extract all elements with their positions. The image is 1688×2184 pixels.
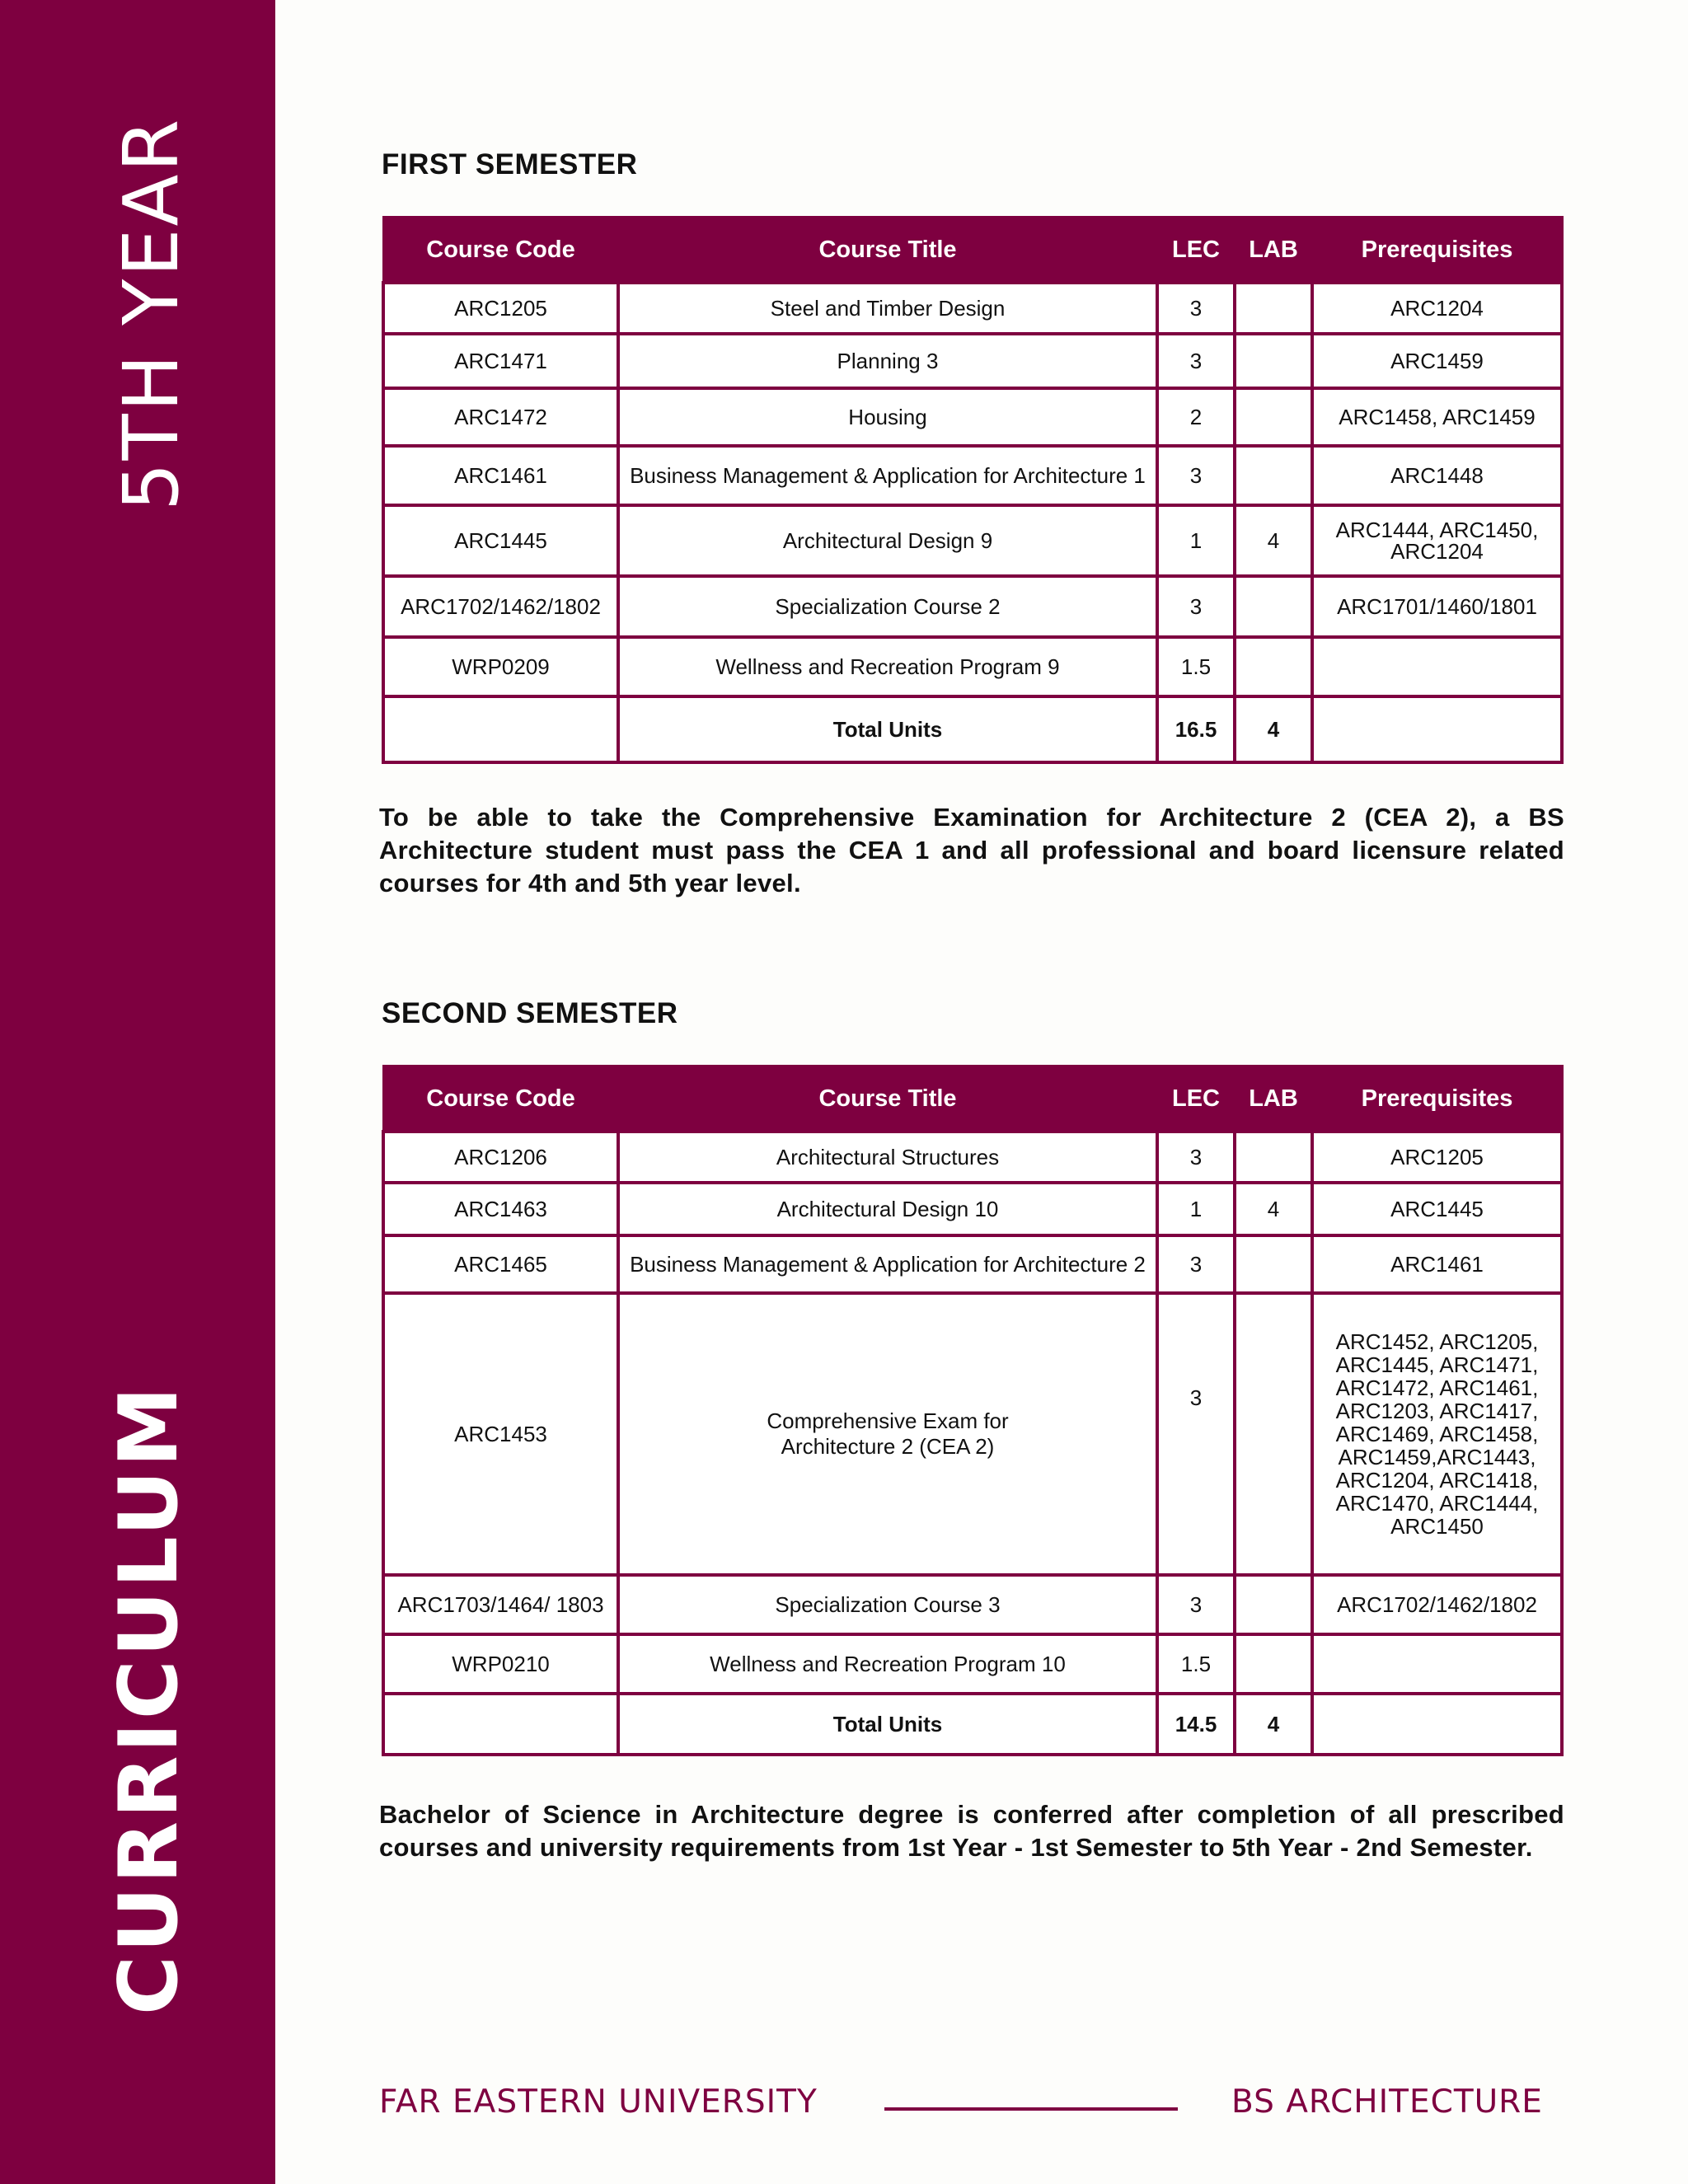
prerequisites xyxy=(1312,637,1562,696)
first-semester-table xyxy=(382,216,1564,764)
prerequisites: ARC1204 xyxy=(1312,283,1562,334)
lec-units: 3 xyxy=(1157,576,1235,637)
table-row xyxy=(383,1575,1562,1634)
lab-units xyxy=(1235,637,1312,696)
header-course-code: Course Code xyxy=(383,218,618,284)
course-code: ARC1703/1464/ 1803 xyxy=(383,1575,618,1634)
prerequisites: ARC1452, ARC1205, ARC1445, ARC1471, ARC1472, ARC1461, ARC1203, ARC1417, ARC1469, ARC1458, ARC1459,ARC1443, ARC1204, ARC1418, ARC1470, ARC1444, ARC1450 xyxy=(1312,1293,1562,1575)
table-row xyxy=(383,576,1562,637)
course-code: WRP0209 xyxy=(383,637,618,696)
lec-units: 3 xyxy=(1157,1132,1235,1183)
prerequisites: ARC1458, ARC1459 xyxy=(1312,388,1562,446)
lec-units: 1 xyxy=(1157,1183,1235,1235)
second-semester-table xyxy=(382,1065,1564,1756)
course-title: Business Management & Application for Architecture 2 xyxy=(618,1235,1157,1293)
course-code: ARC1702/1462/1802 xyxy=(383,576,618,637)
lec-units: 3 xyxy=(1157,1575,1235,1634)
table-row xyxy=(383,334,1562,388)
table-row xyxy=(383,446,1562,505)
total-empty-cell xyxy=(383,696,618,762)
course-code: ARC1471 xyxy=(383,334,618,388)
prerequisites: ARC1205 xyxy=(1312,1132,1562,1183)
course-title: Specialization Course 2 xyxy=(618,576,1157,637)
course-code: ARC1445 xyxy=(383,505,618,576)
lab-units xyxy=(1235,1235,1312,1293)
lec-units: 3 xyxy=(1157,1235,1235,1293)
degree-conferral-note: Bachelor of Science in Architecture degree is conferred after completion of all prescribed courses and university requirements from 1st Year - 1st Semester to 5th Year - 2nd Semester. xyxy=(379,1800,1564,1862)
course-title: Architectural Design 9 xyxy=(618,505,1157,576)
course-code: ARC1205 xyxy=(383,283,618,334)
course-title: Housing xyxy=(618,388,1157,446)
table-row xyxy=(383,1183,1562,1235)
lec-units: 2 xyxy=(1157,388,1235,446)
header-course-title: Course Title xyxy=(618,1066,1157,1132)
course-title: Comprehensive Exam for Architecture 2 (CEA 2) xyxy=(618,1293,1157,1575)
second-semester-heading: SECOND SEMESTER xyxy=(382,997,678,1029)
table-header-row xyxy=(383,218,1562,284)
prerequisites: ARC1444, ARC1450, ARC1204 xyxy=(1312,505,1562,576)
year-label: 5TH YEAR xyxy=(107,116,195,511)
lab-units xyxy=(1235,446,1312,505)
lab-units: 4 xyxy=(1235,1183,1312,1235)
total-units-label: Total Units xyxy=(618,696,1157,762)
first-semester-heading: FIRST SEMESTER xyxy=(382,148,638,180)
total-row xyxy=(383,1694,1562,1755)
total-lec: 14.5 xyxy=(1157,1694,1235,1755)
prerequisites: ARC1445 xyxy=(1312,1183,1562,1235)
course-code: ARC1463 xyxy=(383,1183,618,1235)
lab-units xyxy=(1235,1132,1312,1183)
total-lab: 4 xyxy=(1235,1694,1312,1755)
cea-requirement-note: To be able to take the Comprehensive Examination for Architecture 2 (CEA 2), a BS Architecture student must pass the CEA 1 and all professional and board licensure related courses for 4th and 5th year level. xyxy=(379,803,1564,898)
course-code: ARC1461 xyxy=(383,446,618,505)
prerequisites: ARC1448 xyxy=(1312,446,1562,505)
lec-units: 1.5 xyxy=(1157,1634,1235,1694)
table-row xyxy=(383,637,1562,696)
lec-units: 1.5 xyxy=(1157,637,1235,696)
table-header-row xyxy=(383,1066,1562,1132)
course-code: ARC1472 xyxy=(383,388,618,446)
lab-units xyxy=(1235,1575,1312,1634)
lab-units: 4 xyxy=(1235,505,1312,576)
curriculum-label: CURRICULUM xyxy=(102,1383,196,2015)
header-prerequisites: Prerequisites xyxy=(1312,218,1562,284)
sidebar xyxy=(0,0,275,2184)
table-row xyxy=(383,1132,1562,1183)
header-lab: LAB xyxy=(1235,1066,1312,1132)
prerequisites: ARC1702/1462/1802 xyxy=(1312,1575,1562,1634)
lab-units xyxy=(1235,283,1312,334)
lab-units xyxy=(1235,388,1312,446)
total-row xyxy=(383,696,1562,762)
course-code: WRP0210 xyxy=(383,1634,618,1694)
lec-units: 3 xyxy=(1157,446,1235,505)
lab-units xyxy=(1235,576,1312,637)
table-row xyxy=(383,1634,1562,1694)
lec-units: 1 xyxy=(1157,505,1235,576)
header-lec: LEC xyxy=(1157,1066,1235,1132)
course-title: Architectural Design 10 xyxy=(618,1183,1157,1235)
header-prerequisites: Prerequisites xyxy=(1312,1066,1562,1132)
table-row xyxy=(383,505,1562,576)
table-row xyxy=(383,1235,1562,1293)
course-title: Architectural Structures xyxy=(618,1132,1157,1183)
total-lec: 16.5 xyxy=(1157,696,1235,762)
course-code: ARC1465 xyxy=(383,1235,618,1293)
table-row xyxy=(383,283,1562,334)
header-lec: LEC xyxy=(1157,218,1235,284)
prerequisites xyxy=(1312,1634,1562,1694)
lec-units: 3 xyxy=(1157,1293,1235,1575)
total-lab: 4 xyxy=(1235,696,1312,762)
total-units-label: Total Units xyxy=(618,1694,1157,1755)
lab-units xyxy=(1235,334,1312,388)
program-name: BS ARCHITECTURE xyxy=(1231,2083,1543,2121)
prerequisites: ARC1461 xyxy=(1312,1235,1562,1293)
lec-units: 3 xyxy=(1157,283,1235,334)
course-code: ARC1206 xyxy=(383,1132,618,1183)
table-row xyxy=(383,388,1562,446)
table-row xyxy=(383,1293,1562,1575)
course-title: Wellness and Recreation Program 10 xyxy=(618,1634,1157,1694)
prerequisites: ARC1459 xyxy=(1312,334,1562,388)
header-lab: LAB xyxy=(1235,218,1312,284)
course-code: ARC1453 xyxy=(383,1293,618,1575)
course-title: Business Management & Application for Architecture 1 xyxy=(618,446,1157,505)
total-empty-cell xyxy=(1312,1694,1562,1755)
total-empty-cell xyxy=(1312,696,1562,762)
total-empty-cell xyxy=(383,1694,618,1755)
university-name: FAR EASTERN UNIVERSITY xyxy=(379,2083,818,2121)
lec-units: 3 xyxy=(1157,334,1235,388)
prerequisites: ARC1701/1460/1801 xyxy=(1312,576,1562,637)
lab-units xyxy=(1235,1293,1312,1575)
lab-units xyxy=(1235,1634,1312,1694)
header-course-code: Course Code xyxy=(383,1066,618,1132)
footer-divider xyxy=(884,2107,1178,2111)
course-title: Wellness and Recreation Program 9 xyxy=(618,637,1157,696)
header-course-title: Course Title xyxy=(618,218,1157,284)
course-title: Specialization Course 3 xyxy=(618,1575,1157,1634)
course-title: Planning 3 xyxy=(618,334,1157,388)
course-title: Steel and Timber Design xyxy=(618,283,1157,334)
